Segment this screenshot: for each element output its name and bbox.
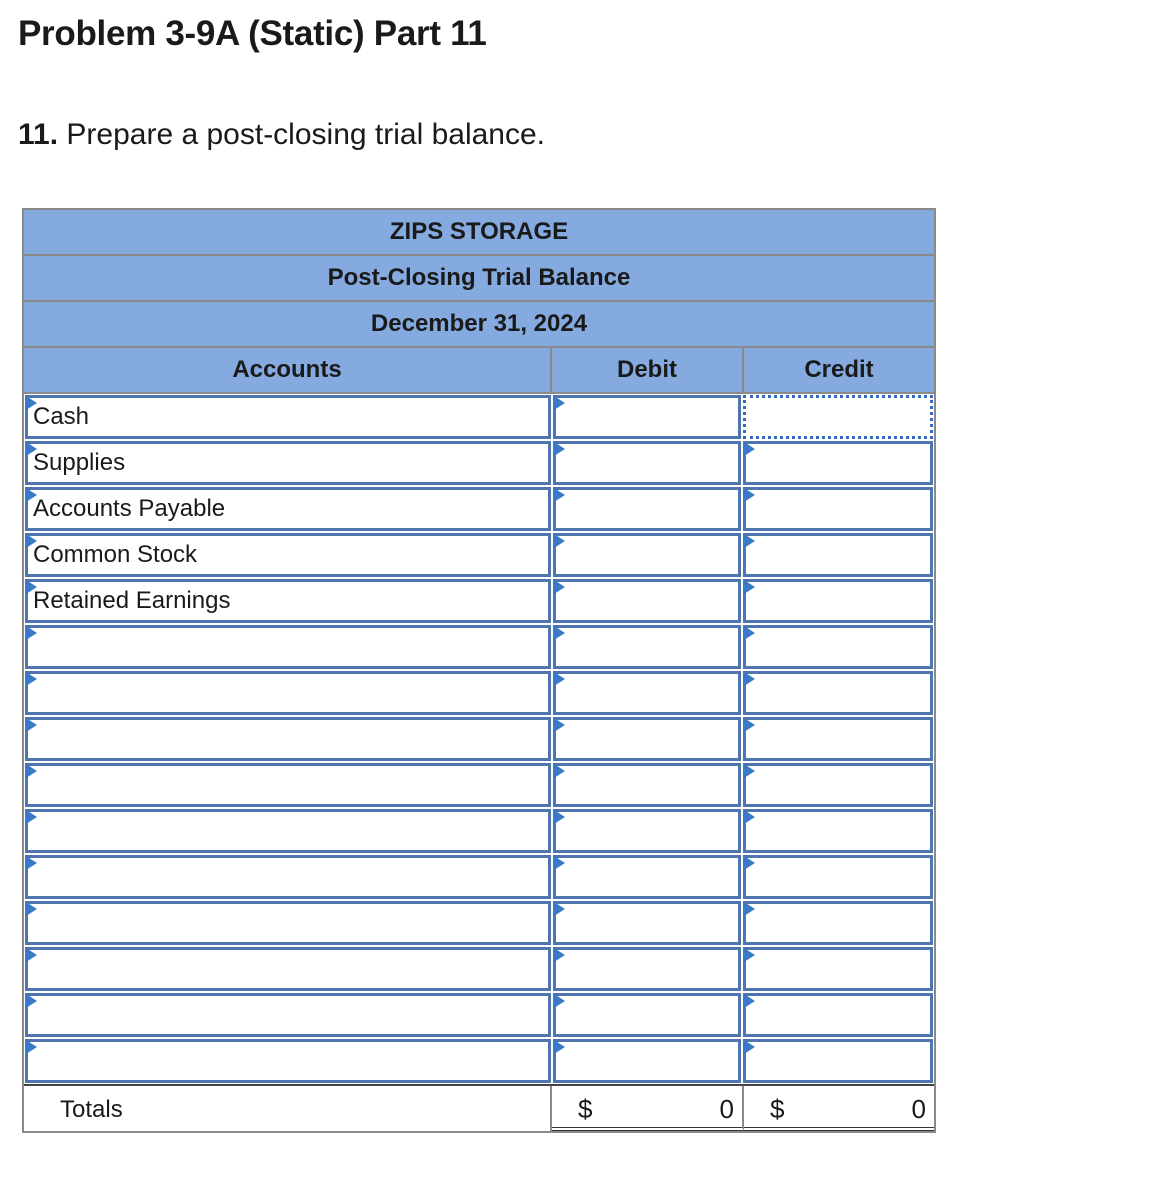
credit-total-value: 0 xyxy=(911,1094,926,1124)
dropdown-marker-icon xyxy=(554,718,565,732)
account-select[interactable] xyxy=(25,671,551,715)
dropdown-marker-icon xyxy=(554,994,565,1008)
account-select[interactable] xyxy=(25,533,551,577)
dropdown-marker-icon xyxy=(554,672,565,686)
account-select[interactable] xyxy=(25,487,551,531)
dropdown-marker-icon xyxy=(554,396,565,410)
accounts-column-header: Accounts xyxy=(24,348,552,392)
account-select-text: Accounts Payable xyxy=(33,495,226,522)
dropdown-marker-icon xyxy=(554,856,565,870)
dropdown-marker-icon xyxy=(554,1040,565,1054)
statement-date: December 31, 2024 xyxy=(24,302,934,348)
debit-input[interactable] xyxy=(553,763,741,807)
dropdown-marker-icon xyxy=(744,442,755,456)
credit-input[interactable] xyxy=(743,579,933,623)
debit-column-header: Debit xyxy=(552,348,744,392)
debit-input[interactable] xyxy=(553,671,741,715)
dropdown-marker-icon xyxy=(26,810,37,824)
debit-input[interactable] xyxy=(553,441,741,485)
statement-name: Post-Closing Trial Balance xyxy=(24,256,934,302)
dropdown-marker-icon xyxy=(26,902,37,916)
dropdown-marker-icon xyxy=(744,948,755,962)
account-select[interactable] xyxy=(25,809,551,853)
debit-input[interactable] xyxy=(553,1039,741,1083)
account-select[interactable] xyxy=(25,441,551,485)
credit-input[interactable] xyxy=(743,1039,933,1083)
credit-input[interactable] xyxy=(743,901,933,945)
dropdown-marker-icon xyxy=(744,856,755,870)
dropdown-marker-icon xyxy=(554,626,565,640)
dropdown-marker-icon xyxy=(554,488,565,502)
dropdown-marker-icon xyxy=(554,534,565,548)
account-select-text: Common Stock xyxy=(33,541,198,568)
table-row xyxy=(24,486,934,532)
debit-input[interactable] xyxy=(553,855,741,899)
credit-input[interactable] xyxy=(743,993,933,1037)
table-row xyxy=(24,578,934,624)
table-row xyxy=(24,670,934,716)
instruction xyxy=(18,118,545,152)
dropdown-marker-icon xyxy=(26,948,37,962)
account-select-text: Cash xyxy=(33,403,90,430)
account-select[interactable] xyxy=(25,717,551,761)
column-headers xyxy=(24,348,934,394)
credit-total-cell xyxy=(744,1086,934,1131)
dropdown-marker-icon xyxy=(744,534,755,548)
credit-input[interactable] xyxy=(743,487,933,531)
debit-input[interactable] xyxy=(553,809,741,853)
credit-input[interactable] xyxy=(743,533,933,577)
table-row xyxy=(24,900,934,946)
account-rows xyxy=(24,394,934,1084)
table-row xyxy=(24,992,934,1038)
dropdown-marker-icon xyxy=(26,626,37,640)
totals-label: Totals xyxy=(60,1096,123,1123)
account-select-text: Retained Earnings xyxy=(33,587,231,614)
credit-column-header: Credit xyxy=(804,356,874,383)
account-select[interactable] xyxy=(25,947,551,991)
table-row xyxy=(24,440,934,486)
dropdown-marker-icon xyxy=(744,764,755,778)
account-select[interactable] xyxy=(25,901,551,945)
credit-input[interactable] xyxy=(743,625,933,669)
credit-input[interactable] xyxy=(743,441,933,485)
debit-input[interactable] xyxy=(553,487,741,531)
table-row xyxy=(24,808,934,854)
debit-total-value: 0 xyxy=(719,1094,734,1124)
dropdown-marker-icon xyxy=(554,580,565,594)
dropdown-marker-icon xyxy=(26,672,37,686)
table-row xyxy=(24,394,934,440)
company-name: ZIPS STORAGE xyxy=(24,210,934,256)
dropdown-marker-icon xyxy=(744,672,755,686)
dropdown-marker-icon xyxy=(554,764,565,778)
dropdown-marker-icon xyxy=(744,580,755,594)
debit-input[interactable] xyxy=(553,993,741,1037)
credit-input[interactable] xyxy=(743,671,933,715)
debit-total-cell xyxy=(552,1086,744,1131)
debit-input[interactable] xyxy=(553,579,741,623)
account-select[interactable] xyxy=(25,855,551,899)
account-select[interactable] xyxy=(25,579,551,623)
credit-input[interactable] xyxy=(743,947,933,991)
account-select[interactable] xyxy=(25,1039,551,1083)
dropdown-marker-icon xyxy=(26,1040,37,1054)
dropdown-marker-icon xyxy=(26,856,37,870)
account-select[interactable] xyxy=(25,395,551,439)
dropdown-marker-icon xyxy=(744,810,755,824)
instruction-text: Prepare a post-closing trial balance. xyxy=(66,118,545,151)
debit-input[interactable] xyxy=(553,717,741,761)
trial-balance-table xyxy=(22,208,936,1133)
totals-row xyxy=(24,1084,934,1131)
account-select-text: Supplies xyxy=(33,449,126,476)
totals-label-cell xyxy=(24,1086,552,1131)
credit-input[interactable] xyxy=(743,395,933,439)
credit-total-currency: $ xyxy=(770,1094,785,1124)
dropdown-marker-icon xyxy=(554,442,565,456)
debit-input[interactable] xyxy=(553,625,741,669)
dropdown-marker-icon xyxy=(26,718,37,732)
credit-input[interactable] xyxy=(743,717,933,761)
dropdown-marker-icon xyxy=(554,902,565,916)
account-select[interactable] xyxy=(25,625,551,669)
table-row xyxy=(24,946,934,992)
credit-input[interactable] xyxy=(743,855,933,899)
debit-input[interactable] xyxy=(553,901,741,945)
account-select[interactable] xyxy=(25,763,551,807)
credit-input[interactable] xyxy=(743,763,933,807)
debit-input[interactable] xyxy=(553,533,741,577)
table-row xyxy=(24,716,934,762)
dropdown-marker-icon xyxy=(744,488,755,502)
page-title: Problem 3-9A (Static) Part 11 xyxy=(18,14,487,53)
table-row xyxy=(24,624,934,670)
debit-total-currency: $ xyxy=(578,1094,593,1124)
dropdown-marker-icon xyxy=(744,902,755,916)
dropdown-marker-icon xyxy=(744,994,755,1008)
dropdown-marker-icon xyxy=(26,994,37,1008)
dropdown-marker-icon xyxy=(744,1040,755,1054)
dropdown-marker-icon xyxy=(554,948,565,962)
dropdown-marker-icon xyxy=(26,764,37,778)
table-row xyxy=(24,762,934,808)
dropdown-marker-icon xyxy=(554,810,565,824)
dropdown-marker-icon xyxy=(744,626,755,640)
dropdown-marker-icon xyxy=(744,718,755,732)
table-row xyxy=(24,532,934,578)
credit-input[interactable] xyxy=(743,809,933,853)
table-row xyxy=(24,854,934,900)
debit-input[interactable] xyxy=(553,395,741,439)
debit-input[interactable] xyxy=(553,947,741,991)
table-row xyxy=(24,1038,934,1084)
instruction-number: 11. xyxy=(18,118,59,151)
account-select[interactable] xyxy=(25,993,551,1037)
